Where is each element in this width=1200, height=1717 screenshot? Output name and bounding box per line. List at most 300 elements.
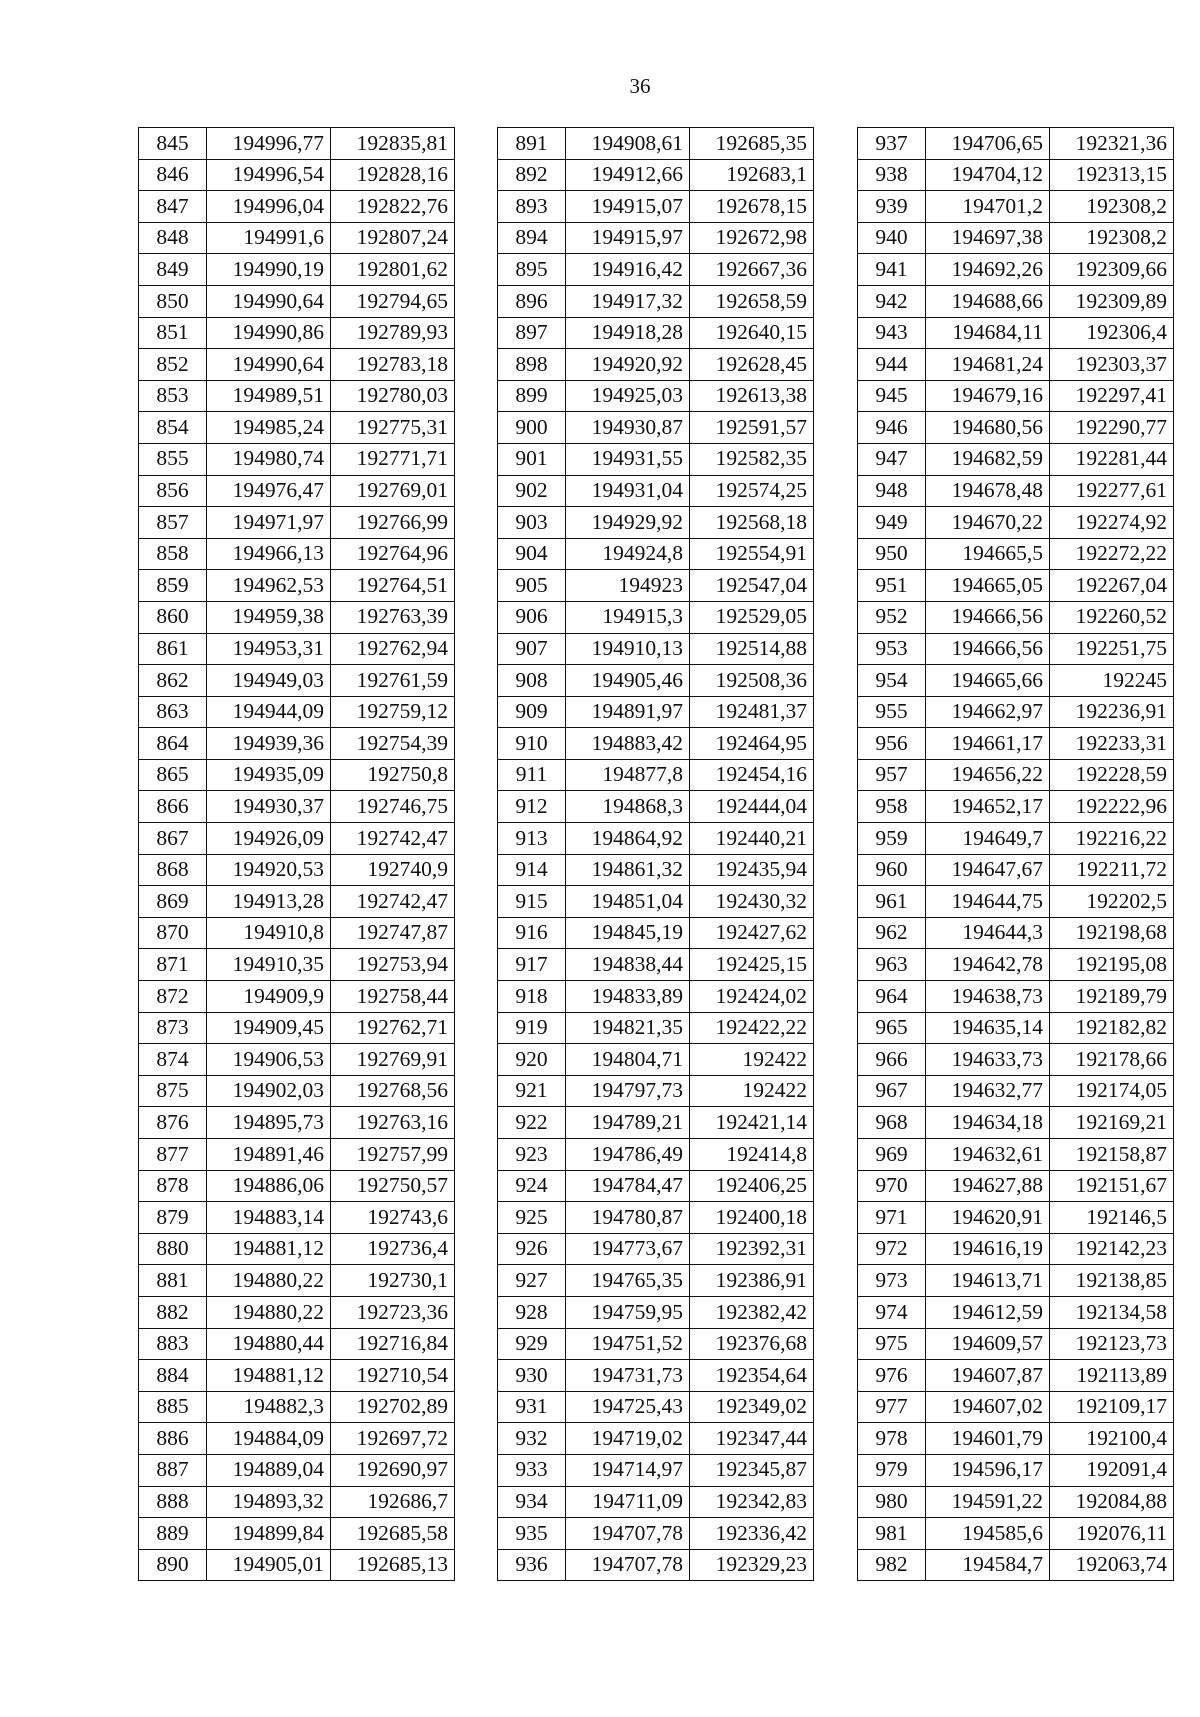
table-row: [139, 1549, 455, 1581]
coordinate-x: 194910,35: [207, 949, 331, 981]
point-number: 861: [139, 633, 207, 665]
coordinate-y: 192742,47: [331, 823, 455, 855]
table-row: [498, 1391, 814, 1423]
coordinate-y: 192347,44: [690, 1423, 814, 1455]
coordinate-y: 192400,18: [690, 1202, 814, 1234]
coordinate-y: 192547,04: [690, 570, 814, 602]
table-row: [858, 1233, 1174, 1265]
coordinate-y: 192690,97: [331, 1454, 455, 1486]
table-row: [139, 823, 455, 855]
coordinate-y: 192113,89: [1050, 1360, 1174, 1392]
point-number: 912: [498, 791, 566, 823]
coordinate-y: 192758,44: [331, 981, 455, 1013]
coordinate-y: 192354,64: [690, 1360, 814, 1392]
point-number: 954: [858, 665, 926, 697]
coordinate-x: 194880,22: [207, 1265, 331, 1297]
coordinate-x: 194976,47: [207, 475, 331, 507]
point-number: 957: [858, 759, 926, 791]
coordinate-y: 192308,2: [1050, 191, 1174, 223]
coordinate-x: 194980,74: [207, 443, 331, 475]
table-row: [498, 1454, 814, 1486]
coordinate-y: 192063,74: [1050, 1549, 1174, 1581]
point-number: 911: [498, 759, 566, 791]
coordinate-y: 192169,21: [1050, 1107, 1174, 1139]
table-row: [498, 222, 814, 254]
coordinate-x: 194682,59: [926, 443, 1050, 475]
coordinate-x: 194916,42: [566, 254, 690, 286]
table-row: [139, 949, 455, 981]
coordinate-x: 194931,55: [566, 443, 690, 475]
table-row: [139, 1139, 455, 1171]
table-row: [498, 981, 814, 1013]
coordinate-y: 192376,68: [690, 1328, 814, 1360]
coordinate-x: 194881,12: [207, 1233, 331, 1265]
point-number: 846: [139, 159, 207, 191]
coordinate-y: 192658,59: [690, 285, 814, 317]
table-row: [139, 570, 455, 602]
table-row: [139, 1265, 455, 1297]
coordinate-x: 194915,97: [566, 222, 690, 254]
point-number: 951: [858, 570, 926, 602]
point-number: 953: [858, 633, 926, 665]
table-row: [498, 254, 814, 286]
point-number: 940: [858, 222, 926, 254]
point-number: 880: [139, 1233, 207, 1265]
coordinate-x: 194989,51: [207, 380, 331, 412]
table-row: [498, 191, 814, 223]
coordinate-x: 194991,6: [207, 222, 331, 254]
table-row: [139, 1360, 455, 1392]
point-number: 944: [858, 349, 926, 381]
coordinate-x: 194601,79: [926, 1423, 1050, 1455]
point-number: 966: [858, 1044, 926, 1076]
table-row: [498, 128, 814, 160]
table-row: [498, 349, 814, 381]
coordinate-x: 194971,97: [207, 507, 331, 539]
point-number: 972: [858, 1233, 926, 1265]
point-number: 949: [858, 507, 926, 539]
coordinate-y: 192342,83: [690, 1486, 814, 1518]
coordinate-y: 192414,8: [690, 1139, 814, 1171]
table-row: [498, 601, 814, 633]
coordinate-x: 194910,13: [566, 633, 690, 665]
coordinate-y: 192260,52: [1050, 601, 1174, 633]
coordinate-x: 194990,86: [207, 317, 331, 349]
table-row: [139, 1454, 455, 1486]
point-number: 900: [498, 412, 566, 444]
point-number: 961: [858, 886, 926, 918]
point-number: 853: [139, 380, 207, 412]
coordinate-x: 194996,54: [207, 159, 331, 191]
table-row: [858, 1170, 1174, 1202]
point-number: 902: [498, 475, 566, 507]
coordinate-y: 192422: [690, 1044, 814, 1076]
point-number: 877: [139, 1139, 207, 1171]
point-number: 882: [139, 1296, 207, 1328]
coordinate-y: 192091,4: [1050, 1454, 1174, 1486]
point-number: 938: [858, 159, 926, 191]
point-number: 907: [498, 633, 566, 665]
coordinate-x: 194638,73: [926, 981, 1050, 1013]
coordinate-y: 192233,31: [1050, 728, 1174, 760]
coordinate-y: 192345,87: [690, 1454, 814, 1486]
table-row: [498, 1296, 814, 1328]
point-number: 942: [858, 285, 926, 317]
coordinate-y: 192178,66: [1050, 1044, 1174, 1076]
coordinate-x: 194681,24: [926, 349, 1050, 381]
coordinate-y: 192730,1: [331, 1265, 455, 1297]
coordinate-y: 192697,72: [331, 1423, 455, 1455]
table-row: [139, 222, 455, 254]
point-number: 916: [498, 917, 566, 949]
coordinate-x: 194635,14: [926, 1012, 1050, 1044]
table-row: [858, 1360, 1174, 1392]
table-row: [139, 285, 455, 317]
point-number: 891: [498, 128, 566, 160]
coordinate-x: 194642,78: [926, 949, 1050, 981]
coordinate-x: 194780,87: [566, 1202, 690, 1234]
coordinate-x: 194930,37: [207, 791, 331, 823]
point-number: 906: [498, 601, 566, 633]
coordinate-x: 194905,01: [207, 1549, 331, 1581]
coordinate-y: 192222,96: [1050, 791, 1174, 823]
table-row: [139, 759, 455, 791]
coordinate-y: 192336,42: [690, 1518, 814, 1550]
point-number: 919: [498, 1012, 566, 1044]
coordinate-x: 194613,71: [926, 1265, 1050, 1297]
coordinate-y: 192309,66: [1050, 254, 1174, 286]
table-row: [858, 759, 1174, 791]
coordinate-y: 192454,16: [690, 759, 814, 791]
point-number: 886: [139, 1423, 207, 1455]
table-row: [498, 1328, 814, 1360]
coordinate-x: 194925,03: [566, 380, 690, 412]
coordinate-x: 194711,09: [566, 1486, 690, 1518]
point-number: 845: [139, 128, 207, 160]
coordinate-x: 194751,52: [566, 1328, 690, 1360]
coordinate-x: 194627,88: [926, 1170, 1050, 1202]
table-row: [139, 665, 455, 697]
coordinate-y: 192146,5: [1050, 1202, 1174, 1234]
table-row: [139, 507, 455, 539]
coordinate-x: 194833,89: [566, 981, 690, 1013]
coordinate-x: 194883,42: [566, 728, 690, 760]
point-number: 956: [858, 728, 926, 760]
coordinate-x: 194585,6: [926, 1518, 1050, 1550]
table-row: [498, 1233, 814, 1265]
coordinate-x: 194910,8: [207, 917, 331, 949]
table-row: [139, 191, 455, 223]
table-row: [498, 854, 814, 886]
point-number: 860: [139, 601, 207, 633]
coordinate-x: 194804,71: [566, 1044, 690, 1076]
table-row: [858, 1107, 1174, 1139]
coordinate-x: 194679,16: [926, 380, 1050, 412]
coordinate-x: 194584,7: [926, 1549, 1050, 1581]
coordinate-x: 194786,49: [566, 1139, 690, 1171]
coordinate-y: 192189,79: [1050, 981, 1174, 1013]
table-row: [139, 538, 455, 570]
point-number: 874: [139, 1044, 207, 1076]
table-row: [498, 633, 814, 665]
table-row: [858, 1202, 1174, 1234]
coordinate-x: 194838,44: [566, 949, 690, 981]
coordinate-y: 192303,37: [1050, 349, 1174, 381]
table-row: [858, 1296, 1174, 1328]
table-row: [858, 538, 1174, 570]
coordinate-y: 192763,39: [331, 601, 455, 633]
coordinate-y: 192686,7: [331, 1486, 455, 1518]
table-row: [498, 1139, 814, 1171]
point-number: 850: [139, 285, 207, 317]
table-row: [858, 507, 1174, 539]
coordinate-y: 192740,9: [331, 854, 455, 886]
coordinates-table-1: [138, 127, 455, 1581]
coordinate-y: 192764,96: [331, 538, 455, 570]
coordinate-y: 192672,98: [690, 222, 814, 254]
coordinate-x: 194670,22: [926, 507, 1050, 539]
point-number: 848: [139, 222, 207, 254]
table-row: [498, 696, 814, 728]
point-number: 903: [498, 507, 566, 539]
coordinate-x: 194656,22: [926, 759, 1050, 791]
point-number: 967: [858, 1075, 926, 1107]
point-number: 856: [139, 475, 207, 507]
point-number: 946: [858, 412, 926, 444]
coordinate-x: 194909,45: [207, 1012, 331, 1044]
point-number: 893: [498, 191, 566, 223]
coordinate-y: 192640,15: [690, 317, 814, 349]
table-row: [139, 254, 455, 286]
coordinate-y: 192211,72: [1050, 854, 1174, 886]
coordinate-y: 192306,4: [1050, 317, 1174, 349]
coordinate-y: 192736,4: [331, 1233, 455, 1265]
coordinate-y: 192807,24: [331, 222, 455, 254]
coordinate-y: 192822,76: [331, 191, 455, 223]
coordinate-x: 194845,19: [566, 917, 690, 949]
coordinate-y: 192750,8: [331, 759, 455, 791]
coordinate-y: 192723,36: [331, 1296, 455, 1328]
point-number: 950: [858, 538, 926, 570]
point-number: 945: [858, 380, 926, 412]
point-number: 852: [139, 349, 207, 381]
coordinate-y: 192514,88: [690, 633, 814, 665]
point-number: 897: [498, 317, 566, 349]
coordinate-y: 192386,91: [690, 1265, 814, 1297]
coordinate-x: 194944,09: [207, 696, 331, 728]
coordinate-y: 192195,08: [1050, 949, 1174, 981]
table-row: [139, 1202, 455, 1234]
point-number: 859: [139, 570, 207, 602]
point-number: 964: [858, 981, 926, 1013]
coordinate-y: 192427,62: [690, 917, 814, 949]
coordinate-y: 192134,58: [1050, 1296, 1174, 1328]
coordinate-x: 194895,73: [207, 1107, 331, 1139]
point-number: 976: [858, 1360, 926, 1392]
point-number: 910: [498, 728, 566, 760]
coordinate-x: 194725,43: [566, 1391, 690, 1423]
point-number: 896: [498, 285, 566, 317]
coordinate-x: 194902,03: [207, 1075, 331, 1107]
table-row: [858, 854, 1174, 886]
coordinate-x: 194731,73: [566, 1360, 690, 1392]
point-number: 925: [498, 1202, 566, 1234]
point-number: 851: [139, 317, 207, 349]
coordinate-x: 194633,73: [926, 1044, 1050, 1076]
coordinate-x: 194714,97: [566, 1454, 690, 1486]
coordinate-y: 192764,51: [331, 570, 455, 602]
coordinate-x: 194607,02: [926, 1391, 1050, 1423]
table-row: [139, 349, 455, 381]
coordinate-x: 194612,59: [926, 1296, 1050, 1328]
coordinate-y: 192508,36: [690, 665, 814, 697]
table-row: [139, 317, 455, 349]
table-row: [498, 823, 814, 855]
table-row: [498, 159, 814, 191]
coordinate-y: 192251,75: [1050, 633, 1174, 665]
coordinate-y: 192582,35: [690, 443, 814, 475]
coordinate-y: 192464,95: [690, 728, 814, 760]
table-row: [139, 1328, 455, 1360]
coordinate-y: 192151,67: [1050, 1170, 1174, 1202]
coordinate-y: 192424,02: [690, 981, 814, 1013]
coordinate-y: 192801,62: [331, 254, 455, 286]
point-number: 936: [498, 1549, 566, 1581]
coordinate-x: 194649,7: [926, 823, 1050, 855]
coordinate-x: 194591,22: [926, 1486, 1050, 1518]
table-row: [498, 380, 814, 412]
coordinate-x: 194918,28: [566, 317, 690, 349]
coordinate-y: 192762,94: [331, 633, 455, 665]
coordinate-y: 192281,44: [1050, 443, 1174, 475]
coordinate-x: 194665,05: [926, 570, 1050, 602]
coordinate-y: 192267,04: [1050, 570, 1174, 602]
table-row: [498, 285, 814, 317]
table-row: [498, 570, 814, 602]
point-number: 866: [139, 791, 207, 823]
coordinate-y: 192828,16: [331, 159, 455, 191]
table-row: [498, 317, 814, 349]
point-number: 854: [139, 412, 207, 444]
point-number: 865: [139, 759, 207, 791]
coordinate-x: 194851,04: [566, 886, 690, 918]
coordinate-x: 194797,73: [566, 1075, 690, 1107]
point-number: 958: [858, 791, 926, 823]
coordinate-y: 192763,16: [331, 1107, 455, 1139]
coordinate-y: 192421,14: [690, 1107, 814, 1139]
coordinate-y: 192182,82: [1050, 1012, 1174, 1044]
coordinate-x: 194697,38: [926, 222, 1050, 254]
coordinate-y: 192747,87: [331, 917, 455, 949]
point-number: 895: [498, 254, 566, 286]
coordinate-y: 192392,31: [690, 1233, 814, 1265]
point-number: 934: [498, 1486, 566, 1518]
coordinate-x: 194661,17: [926, 728, 1050, 760]
coordinate-y: 192613,38: [690, 380, 814, 412]
coordinate-y: 192771,71: [331, 443, 455, 475]
coordinate-y: 192245: [1050, 665, 1174, 697]
coordinate-y: 192780,03: [331, 380, 455, 412]
table-row: [498, 886, 814, 918]
coordinate-y: 192702,89: [331, 1391, 455, 1423]
coordinate-x: 194704,12: [926, 159, 1050, 191]
coordinate-y: 192746,75: [331, 791, 455, 823]
coordinate-y: 192768,56: [331, 1075, 455, 1107]
coordinate-y: 192568,18: [690, 507, 814, 539]
coordinate-x: 194913,28: [207, 886, 331, 918]
coordinate-x: 194923: [566, 570, 690, 602]
point-number: 867: [139, 823, 207, 855]
point-number: 927: [498, 1265, 566, 1297]
table-row: [139, 1233, 455, 1265]
coordinate-y: 192198,68: [1050, 917, 1174, 949]
coordinate-x: 194966,13: [207, 538, 331, 570]
coordinate-x: 194634,18: [926, 1107, 1050, 1139]
point-number: 872: [139, 981, 207, 1013]
point-number: 939: [858, 191, 926, 223]
point-number: 917: [498, 949, 566, 981]
point-number: 908: [498, 665, 566, 697]
coordinate-x: 194891,46: [207, 1139, 331, 1171]
coordinate-y: 192174,05: [1050, 1075, 1174, 1107]
coordinate-x: 194906,53: [207, 1044, 331, 1076]
table-row: [498, 1360, 814, 1392]
point-number: 973: [858, 1265, 926, 1297]
coordinate-x: 194616,19: [926, 1233, 1050, 1265]
coordinate-x: 194949,03: [207, 665, 331, 697]
table-row: [858, 791, 1174, 823]
coordinate-y: 192742,47: [331, 886, 455, 918]
coordinate-x: 194924,8: [566, 538, 690, 570]
coordinate-x: 194926,09: [207, 823, 331, 855]
coordinate-y: 192382,42: [690, 1296, 814, 1328]
coordinate-y: 192769,01: [331, 475, 455, 507]
coordinate-y: 192100,4: [1050, 1423, 1174, 1455]
table-row: [498, 412, 814, 444]
coordinate-x: 194688,66: [926, 285, 1050, 317]
table-row: [858, 1423, 1174, 1455]
coordinate-y: 192761,59: [331, 665, 455, 697]
coordinate-x: 194908,61: [566, 128, 690, 160]
coordinate-x: 194662,97: [926, 696, 1050, 728]
table-row: [858, 570, 1174, 602]
table-row: [498, 759, 814, 791]
point-number: 978: [858, 1423, 926, 1455]
coordinate-x: 194985,24: [207, 412, 331, 444]
point-number: 914: [498, 854, 566, 886]
point-number: 977: [858, 1391, 926, 1423]
coordinate-x: 194868,3: [566, 791, 690, 823]
coordinate-y: 192789,93: [331, 317, 455, 349]
coordinate-y: 192277,61: [1050, 475, 1174, 507]
table-row: [858, 1549, 1174, 1581]
table-row: [498, 1170, 814, 1202]
table-row: [139, 443, 455, 475]
coordinate-x: 194935,09: [207, 759, 331, 791]
table-row: [498, 665, 814, 697]
table-row: [139, 1170, 455, 1202]
table-row: [139, 128, 455, 160]
table-row: [858, 128, 1174, 160]
table-row: [858, 728, 1174, 760]
table-row: [858, 285, 1174, 317]
coordinate-y: 192422,22: [690, 1012, 814, 1044]
coordinate-x: 194953,31: [207, 633, 331, 665]
coordinate-y: 192309,89: [1050, 285, 1174, 317]
coordinate-y: 192406,25: [690, 1170, 814, 1202]
coordinate-y: 192750,57: [331, 1170, 455, 1202]
point-number: 883: [139, 1328, 207, 1360]
